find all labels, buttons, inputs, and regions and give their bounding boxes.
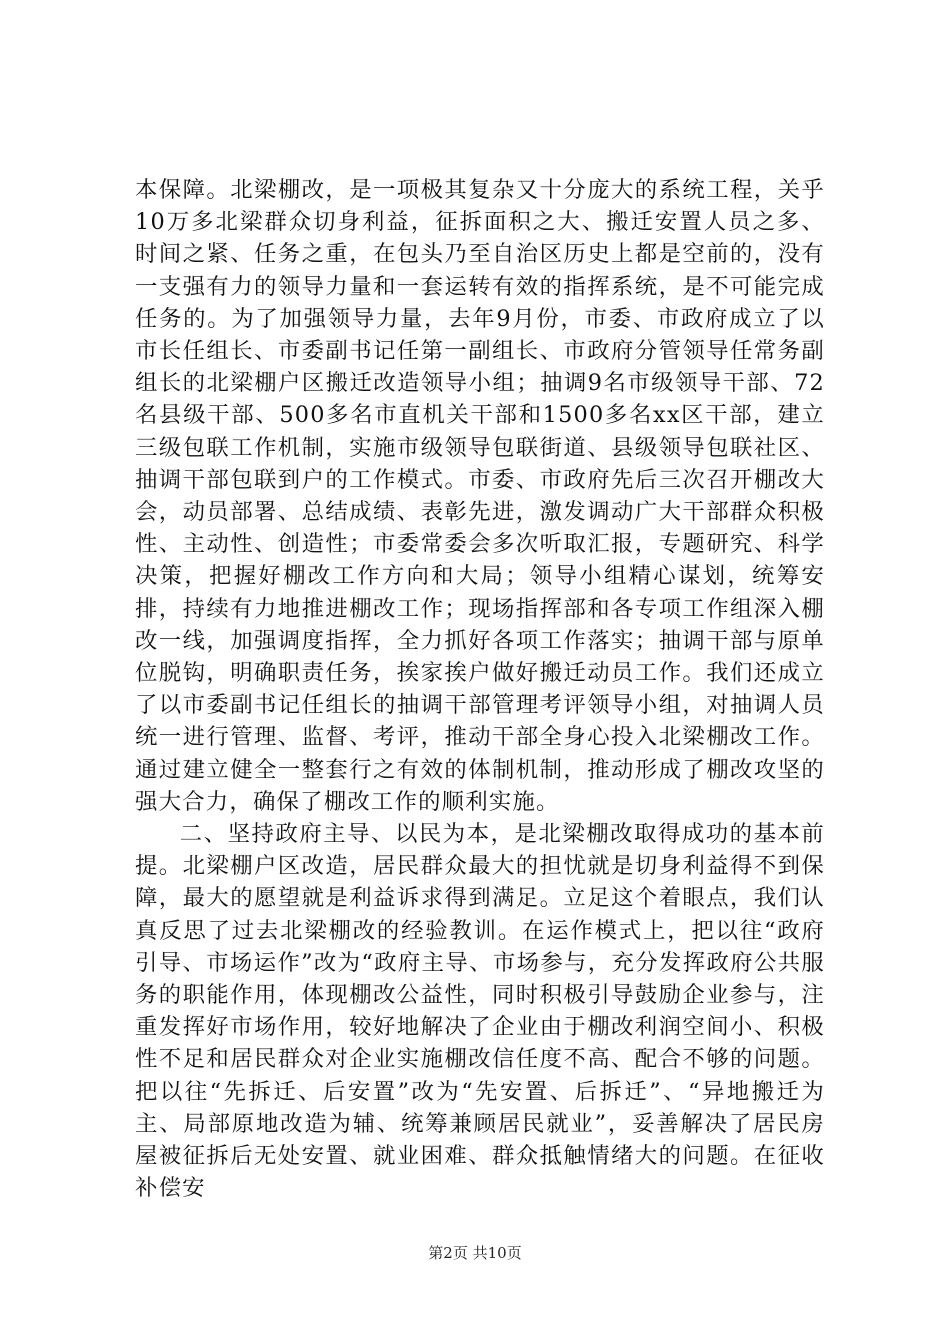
paragraph-continuation: 本保障。北梁棚改，是一项极其复杂又十分庞大的系统工程，关乎10万多北梁群众切身利益，征拆面积之大、搬迁安置人员之多、时间之紧、任务之重，在包头乃至自治区历史上都是空前的，没有一支强有力的领导力量和一套运转有效的指挥系统，是不可能完成任务的。为了加强领导力量，去年9月份，市委、市政府成立了以市长任组长、市委副书记任第一副组长、市政府分管领导任常务副组长的北梁棚户区搬迁改造领导小组；抽调9名市级领导干部、72名县级干部、500多名市直机关干部和1500多名xx区干部，建立三级包联工作机制，实施市级领导包联街道、县级领导包联社区、抽调干部包联到户的工作模式。市委、市政府先后三次召开棚改大会，动员部署、总结成绩、表彰先进，激发调动广大干部群众积极性、主动性、创造性；市委常委会多次听取汇报，专题研究、科学决策，把握好棚改工作方向和大局；领导小组精心谋划，统筹安排，持续有力地推进棚改工作；现场指挥部和各专项工作组深入棚改一线，加强调度指挥，全力抓好各项工作落实；抽调干部与原单位脱钩，明确职责任务，挨家挨户做好搬迁动员工作。我们还成立了以市委副书记任组长的抽调干部管理考评领导小组，对抽调人员统一进行管理、监督、考评，推动干部全身心投入北梁棚改工作。通过建立健全一整套行之有效的体制机制，推动形成了棚改攻坚的强大合力，确保了棚改工作的顺利实施。 — [135, 177, 825, 815]
page-footer — [0, 1243, 950, 1263]
paragraph-section-two: 二、坚持政府主导、以民为本，是北梁棚改取得成功的基本前提。北梁棚户区改造，居民群众最大的担忧就是切身利益得不到保障，最大的愿望就是利益诉求得到满足。立足这个着眼点，我们认真反思了过去北梁棚改的经验教训。在运作模式上，把以往“政府引导、市场运作”改为“政府主导、市场参与，充分发挥政府公共服务的职能作用，体现棚改公益性，同时积极引导鼓励企业参与，注重发挥好市场作用，较好地解决了企业由于棚改利润空间小、积极性不足和居民群众对企业实施棚改信任度不高、配合不够的问题。把以往“先拆迁、后安置”改为“先安置、后拆迁”、“异地搬迁为主、局部原地改造为辅、统筹兼顾居民就业”，妥善解决了居民房屋被征拆后无处安置、就业困难、群众抵触情绪大的问题。在征收补偿安 — [135, 821, 825, 1202]
page-number-label: 第2页 共10页 — [428, 1244, 522, 1262]
document-body — [135, 174, 825, 1205]
